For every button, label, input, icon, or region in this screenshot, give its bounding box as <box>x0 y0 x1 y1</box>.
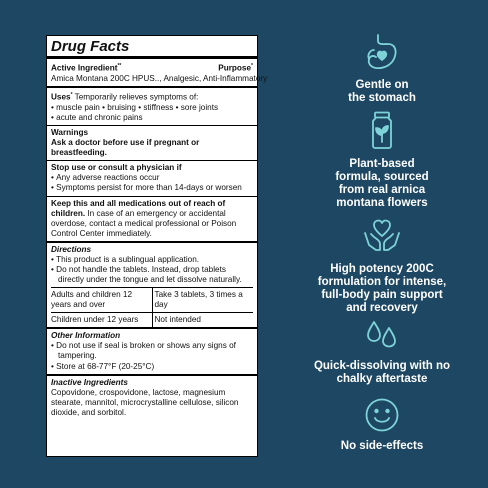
dosage-amount: Not intended <box>152 313 253 328</box>
stop-item: • Any adverse reactions occur <box>51 173 253 183</box>
warnings-text: Ask a doctor before use if pregnant or breastfeeding. <box>51 138 200 158</box>
other-information-section: Other Information • Do not use if seal is broken or shows any signs of tampering. • Store at 68-77°F (20-25°C) <box>47 329 257 375</box>
keep-out-of-reach-section: Keep this and all medications out of reach of children. In case of an emergency or accidental overdose, contact a medical professional or Poison Control Center immediately. <box>47 197 257 243</box>
drops-icon <box>364 320 400 348</box>
drug-facts-title: Drug Facts <box>47 36 257 59</box>
other-item: • Store at 68-77°F (20-25°C) <box>51 362 253 372</box>
smiley-icon <box>365 398 399 432</box>
directions-item: • Do not handle the tablets. Instead, drop tablets directly under the tongue and let dissolve naturally. <box>51 265 253 285</box>
heart-hands-icon <box>363 219 401 253</box>
other-item: • Do not use if seal is broken or shows any signs of tampering. <box>51 341 253 361</box>
warnings-section: Warnings Ask a doctor before use if pregnant or breastfeeding. <box>47 126 257 161</box>
benefit-no-side-effects: No side-effects <box>276 398 488 453</box>
active-ingredient-header: Active Ingredient** <box>51 63 122 73</box>
directions-item: • This product is a sublingual application. <box>51 255 253 265</box>
drug-facts-panel <box>46 35 268 457</box>
inactive-ingredients-text: Copovidone, crospovidone, lactose, magnesium stearate, mannitol, microcrystalline cellulose, silicon dioxide, and sorbitol. <box>51 387 239 417</box>
dosage-table <box>51 287 253 327</box>
purpose-header: Purpose* <box>218 63 253 73</box>
plant-bottle-icon <box>367 111 397 149</box>
dosage-who: Adults and children 12 years and over <box>51 288 152 313</box>
benefits-column <box>276 0 488 488</box>
dosage-amount: Take 3 tablets, 3 times a day <box>152 288 253 313</box>
benefit-plant-based: Plant-based formula, sourced from real arnica montana flowers <box>276 111 488 210</box>
stomach-heart-icon <box>364 33 400 71</box>
benefit-gentle-stomach: Gentle on the stomach <box>276 33 488 105</box>
purpose-value: Analgesic, Anti-Inflammatory <box>163 73 268 83</box>
directions-section: Directions • This product is a sublingual application. • Do not handle the tablets. Instead, drop tablets directly under the tongue and let dissolve naturally. Adults and children 12 years and over Take 3 tablets, 3 times a day Children under 12 years Not intended <box>47 243 257 329</box>
uses-section: Uses* Temporarily relieves symptoms of: • muscle pain • bruising • stiffness • sore joints • acute and chronic pains <box>47 88 257 126</box>
benefit-quick-dissolving: Quick-dissolving with no chalky aftertaste <box>276 320 488 386</box>
uses-line-2: • acute and chronic pains <box>51 113 253 123</box>
dosage-who: Children under 12 years <box>51 313 152 328</box>
uses-line-1: • muscle pain • bruising • stiffness • sore joints <box>51 103 253 113</box>
active-ingredient-line: Amica Montana 200C HPUS.., Analgesic, Anti-Inflammatory <box>51 73 268 83</box>
inactive-ingredients-section: Inactive Ingredients Copovidone, crospovidone, lactose, magnesium stearate, mannitol, microcrystalline cellulose, silicon dioxide, and sorbitol. <box>47 376 257 420</box>
active-ingredient-section <box>47 59 268 88</box>
table-row <box>51 313 253 328</box>
benefit-high-potency: High potency 200C formulation for intense, full-body pain support and recovery <box>276 219 488 315</box>
stop-item: • Symptoms persist for more than 14-days or worsen <box>51 183 253 193</box>
stop-use-section: Stop use or consult a physician if • Any adverse reactions occur • Symptoms persist for more than 14-days or worsen <box>47 161 257 196</box>
table-row <box>51 288 253 313</box>
